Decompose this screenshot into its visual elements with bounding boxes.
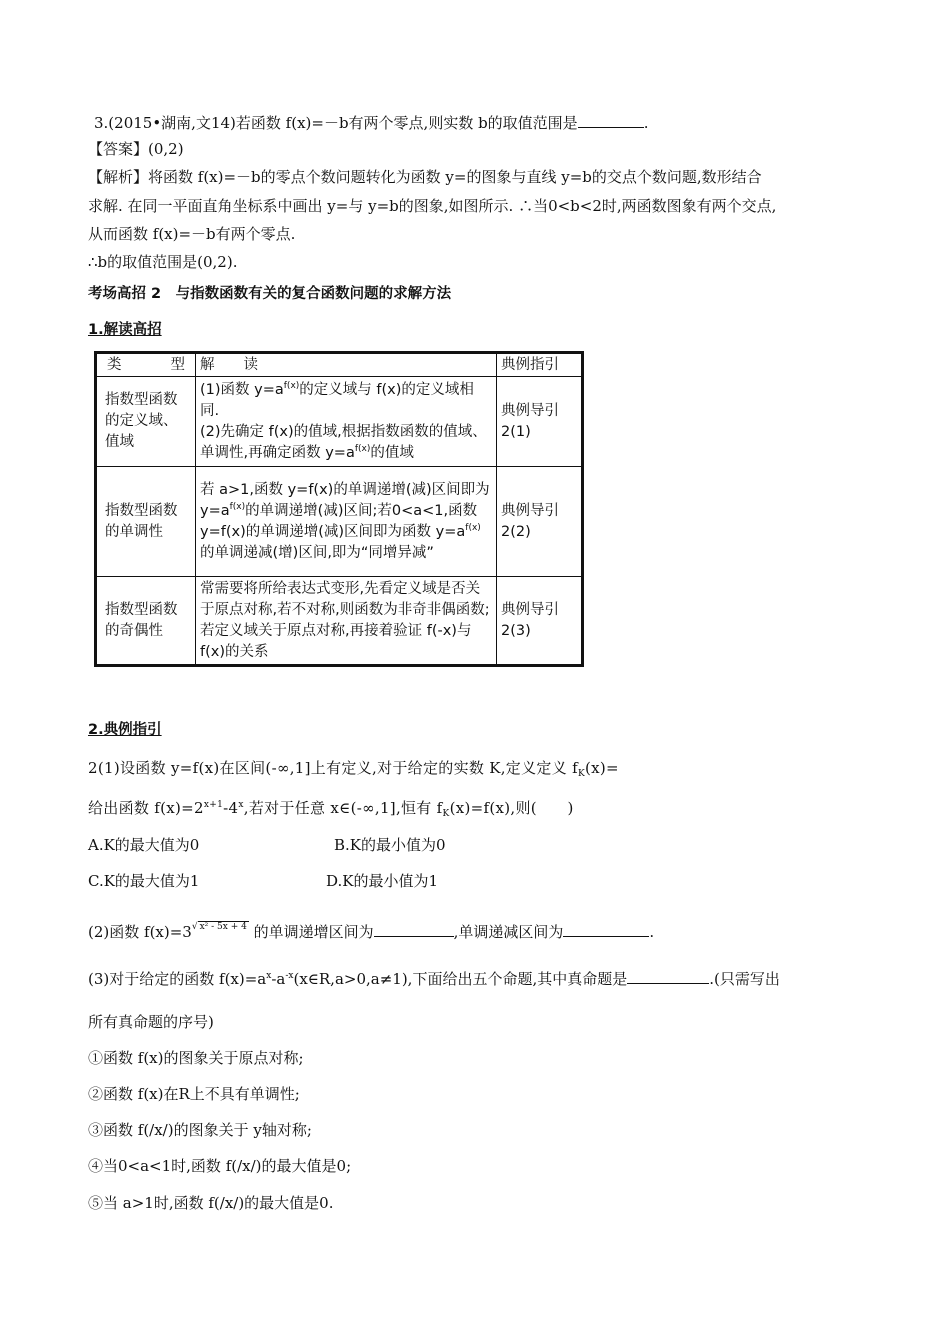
conclusion-line: ∴b的取值范围是(0,2). [88,253,238,271]
row-type: 指数型函数的奇偶性 [97,577,196,665]
row-desc: 常需要将所给表达式变形,先看定义域是否关于原点对称,若不对称,则函数为非奇非偶函数;若定义域关于原点对称,再接着验证 f(-x)与 f(x)的关系 [196,577,497,665]
section-title: 考场高招 2 与指数函数有关的复合函数问题的求解方法 [88,286,452,302]
row-ref: 典例导引2(2) [497,467,582,577]
header-desc: 解 读 [196,354,497,377]
option-a[interactable]: A.K的最大值为0 [88,836,200,854]
header-type: 类 型 [97,354,196,377]
row-desc: (1)函数 $y=a^{f(x)}$的定义域与 f(x)的定义域相同. (2)先确定 f(x)的值域,根据指数函数的值域、单调性,再确定函数 $y=a^{f(x)}$的值域 [196,377,497,467]
proposition-5: ⑤当 a>1时,函数 f(/x/)的最大值是0. [88,1194,334,1212]
analysis-line-1: 【解析】将函数 f(x)=－b的零点个数问题转化为函数 y=的图象与直线 y=b的交点个数问题,数形结合 [88,168,762,186]
answer-line: 【答案】(0,2) [88,140,184,158]
method-table [94,351,584,667]
table-row [97,377,582,467]
analysis-line-3: 从而函数 f(x)=－b有两个零点. [88,225,296,243]
decreasing-interval-blank[interactable] [563,922,649,937]
option-d[interactable]: D.K的最小值为1 [326,872,439,890]
proposition-4: ④当0<a<1时,函数 f(/x/)的最大值是0; [88,1157,352,1175]
analysis-line-2: 求解. 在同一平面直角坐标系中画出 y=与 y=b的图象,如图所示. ∴当0<b<2时,两函数图象有两个交点, [88,197,777,215]
example-2-stem: (2)函数 f(x)=3√ x² - 5x + 4 的单调递增区间为 ,单调递减区间为 . [88,917,654,942]
row-ref: 典例导引2(3) [497,577,582,665]
increasing-interval-blank[interactable] [374,922,454,937]
table-header-row [97,354,582,377]
option-b[interactable]: B.K的最小值为0 [334,836,446,854]
example-3-stem-cont: 所有真命题的序号) [88,1013,214,1031]
row-type: 指数型函数的单调性 [97,467,196,577]
subsection-2-title: 2.典例指引 [88,722,162,738]
row-type: 指数型函数的定义域、值域 [97,377,196,467]
answer-blank[interactable] [578,113,644,128]
row-ref: 典例导引2(1) [497,377,582,467]
proposition-1: ①函数 f(x)的图象关于原点对称; [88,1049,304,1067]
proposition-2: ②函数 f(x)在R上不具有单调性; [88,1085,300,1103]
sqrt-exponent: √ x² - 5x + 4 [191,922,247,932]
example-1-stem: 2(1)设函数 y=f(x)在区间(-∞,1]上有定义,对于给定的实数 K,定义定义 $f_K(x)=$ [88,759,619,779]
header-ref: 典例指引 [497,354,582,377]
example-3-stem: (3)对于给定的函数 $f(x)=a^x-a^{-x}(x\in R,a>0,a\ne 1)$,下面给出五个命题,其中真命题是 .(只需写出 [88,970,780,988]
row-desc: 若 a>1,函数 y=f(x)的单调递增(减)区间即为 $y=a^{f(x)}$的单调递增(减)区间;若0<a<1,函数 y=f(x)的单调递增(减)区间即为函数 $y=a^{f(x)}$的单调递减(增)区间,即为“同增异减” [196,467,497,577]
option-c[interactable]: C.K的最大值为1 [88,872,200,890]
proposition-3: ③函数 f(/x/)的图象关于 y轴对称; [88,1121,312,1139]
table-row [97,577,582,665]
question-3-stem: 3.(2015•湖南,文14)若函数 f(x)=－b有两个零点,则实数 b的取值范围是 . [94,114,649,132]
true-propositions-blank[interactable] [627,969,709,984]
example-1-given: 给出函数 $f(x)=2^{x+1}-4^x$,若对于任意 x∈(-∞,1],恒有 $f_K(x)=f(x)$,则( ) [88,799,574,819]
table-row [97,467,582,577]
subsection-1-title: 1.解读高招 [88,322,162,338]
